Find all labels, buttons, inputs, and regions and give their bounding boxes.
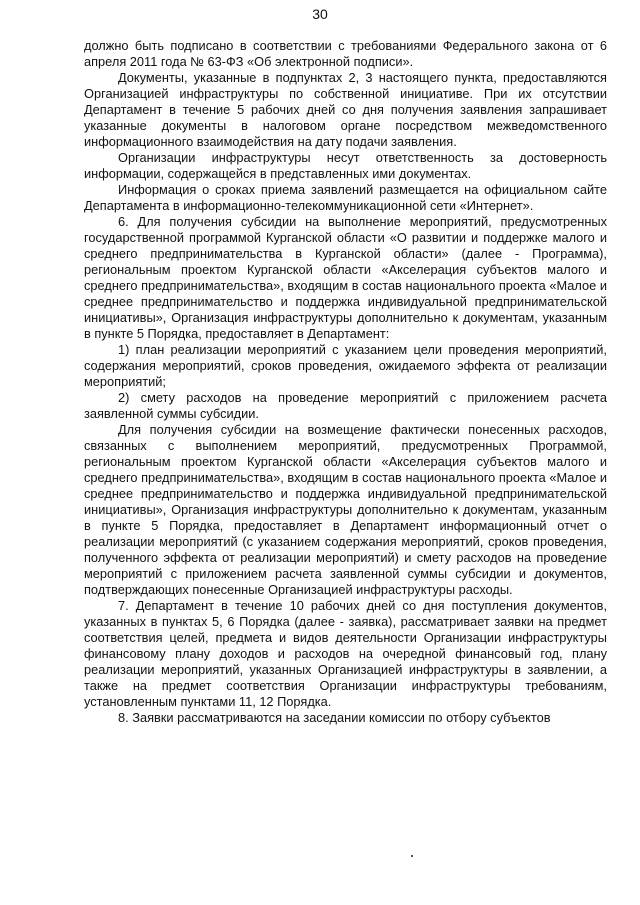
paragraph-documents: Документы, указанные в подпунктах 2, 3 настоящего пункта, предоставляются Организацией инфраструктуры по собственной инициативе. При их отсутствии Департамент в течение 5 рабочих дней со дня получения заявления запрашивает указанные документы в налоговом органе посредством межведомственного информационного взаимодействия на дату подачи заявления.: [84, 70, 607, 149]
scan-speck: [411, 855, 413, 857]
paragraph-information: Информация о сроках приема заявлений размещается на официальном сайте Департамента в информационно-телекоммуникационной сети «Интернет».: [84, 182, 607, 213]
paragraph-subitem-2: 2) смету расходов на проведение мероприятий с приложением расчета заявленной суммы субсидии.: [84, 390, 607, 421]
paragraph-item-8: 8. Заявки рассматриваются на заседании комиссии по отбору субъектов: [118, 710, 551, 725]
body-text: [84, 38, 607, 726]
paragraph-subitem-1: 1) план реализации мероприятий с указанием цели проведения мероприятий, содержания мероприятий, сроков проведения, ожидаемого эффекта от реализации мероприятий;: [84, 342, 607, 389]
paragraph-item-6: 6. Для получения субсидии на выполнение мероприятий, предусмотренных государственной программой Курганской области «О развитии и поддержке малого и среднего предпринимательства в Курганской области» (далее - Программа), региональным проектом Курганской области «Акселерация субъектов малого и среднего предпринимательства», входящим в состав национального проекта «Малое и среднее предпринимательство и поддержка индивидуальной предпринимательской инициативы», Организация инфраструктуры дополнительно к документам, указанным в пункте 5 Порядка, предоставляет в Департамент:: [84, 214, 607, 341]
paragraph-item-7: 7. Департамент в течение 10 рабочих дней со дня поступления документов, указанных в пунктах 5, 6 Порядка (далее - заявка), рассматривает заявки на предмет соответствия целей, предмета и видов деятельности Организации инфраструктуры финансовому плану доходов и расходов на очередной финансовый год, плану реализации мероприятий, указанных Организацией инфраструктуры в заявлении, а также на предмет соответствия Организации инфраструктуры требованиям, установленным пунктами 11, 12 Порядка.: [84, 598, 607, 709]
paragraph-reimbursement: Для получения субсидии на возмещение фактически понесенных расходов, связанных с выполнением мероприятий, предусмотренных Программой, региональным проектом Курганской области «Акселерация субъектов малого и среднего предпринимательства», входящим в состав национального проекта «Малое и среднее предпринимательство и поддержка индивидуальной предпринимательской инициативы», Организация инфраструктуры дополнительно к документам, указанным в пункте 5 Порядка, предоставляет в Департамент информационный отчет о реализации мероприятий (с указанием содержания мероприятий, сроков проведения, полученного эффекта от реализации мероприятий) и смету расходов на проведение мероприятий с приложением расчета заявленной суммы субсидии и документов, подтверждающих понесенные Организацией инфраструктуры расходы.: [84, 422, 607, 597]
paragraph-responsibility: Организации инфраструктуры несут ответственность за достоверность информации, содержащейся в представленных ими документах.: [84, 150, 607, 181]
page-number: 30: [312, 6, 328, 22]
paragraph-continuation: должно быть подписано в соответствии с требованиями Федерального закона от 6 апреля 2011 года № 63-ФЗ «Об электронной подписи».: [84, 38, 607, 69]
